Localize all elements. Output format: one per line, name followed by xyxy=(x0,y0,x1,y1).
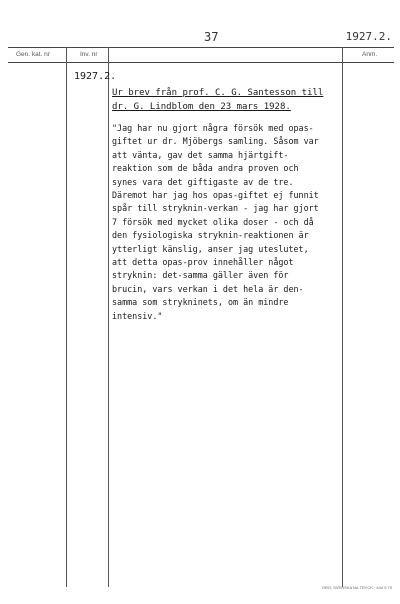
entry-heading xyxy=(112,86,337,114)
printer-imprint: ORG. SVENSKA NA TRYCK · 444 9 79 xyxy=(321,585,392,590)
header-inv-nr: Inv. nr xyxy=(80,51,98,58)
body-line: 7 försök med mycket olika doser - och då xyxy=(112,216,314,227)
header-gen-kat-nr: Gen. kat. nr xyxy=(16,51,50,58)
body-line: samma som strykninets, om än mindre xyxy=(112,297,289,308)
body-line: brucin, vars verkan i det hela är den- xyxy=(112,283,304,294)
body-line: den fysiologiska stryknin-reaktionen är xyxy=(112,230,309,241)
entry-inv-number: 1927.2. xyxy=(74,71,117,82)
column-divider-middle xyxy=(108,47,109,587)
header-anm: Anm. xyxy=(362,51,378,58)
body-line: att detta opas-prov innehåller något xyxy=(112,257,294,268)
body-line: ytterligt känslig, anser jag uteslutet, xyxy=(112,243,309,254)
body-line: att vänta, gav det samma hjärtgift- xyxy=(112,149,289,160)
heading-line: dr. G. Lindblom den 23 mars 1928. xyxy=(112,102,291,112)
page-number: 37 xyxy=(204,30,219,44)
column-divider-left xyxy=(66,47,67,587)
body-line: stryknin: det-samma gäller även för xyxy=(112,270,289,281)
body-line: spår till stryknin-verkan - jag har gjort xyxy=(112,203,319,214)
page-reference: 1927.2. xyxy=(345,30,392,43)
body-line: "Jag har nu gjort några försök med opas- xyxy=(112,123,314,133)
body-line: intensiv." xyxy=(112,310,163,321)
entry-body xyxy=(112,122,344,323)
body-line: Däremot har jag hos opas-giftet ej funnit xyxy=(112,190,319,201)
body-line: reaktion som de båda andra proven och xyxy=(112,163,299,174)
body-line: synes vara det giftigaste av de tre. xyxy=(112,176,294,187)
body-line: giftet ur dr. Mjöbergs samling. Såsom var xyxy=(112,136,319,147)
heading-line: Ur brev från prof. C. G. Santesson till xyxy=(112,88,324,98)
